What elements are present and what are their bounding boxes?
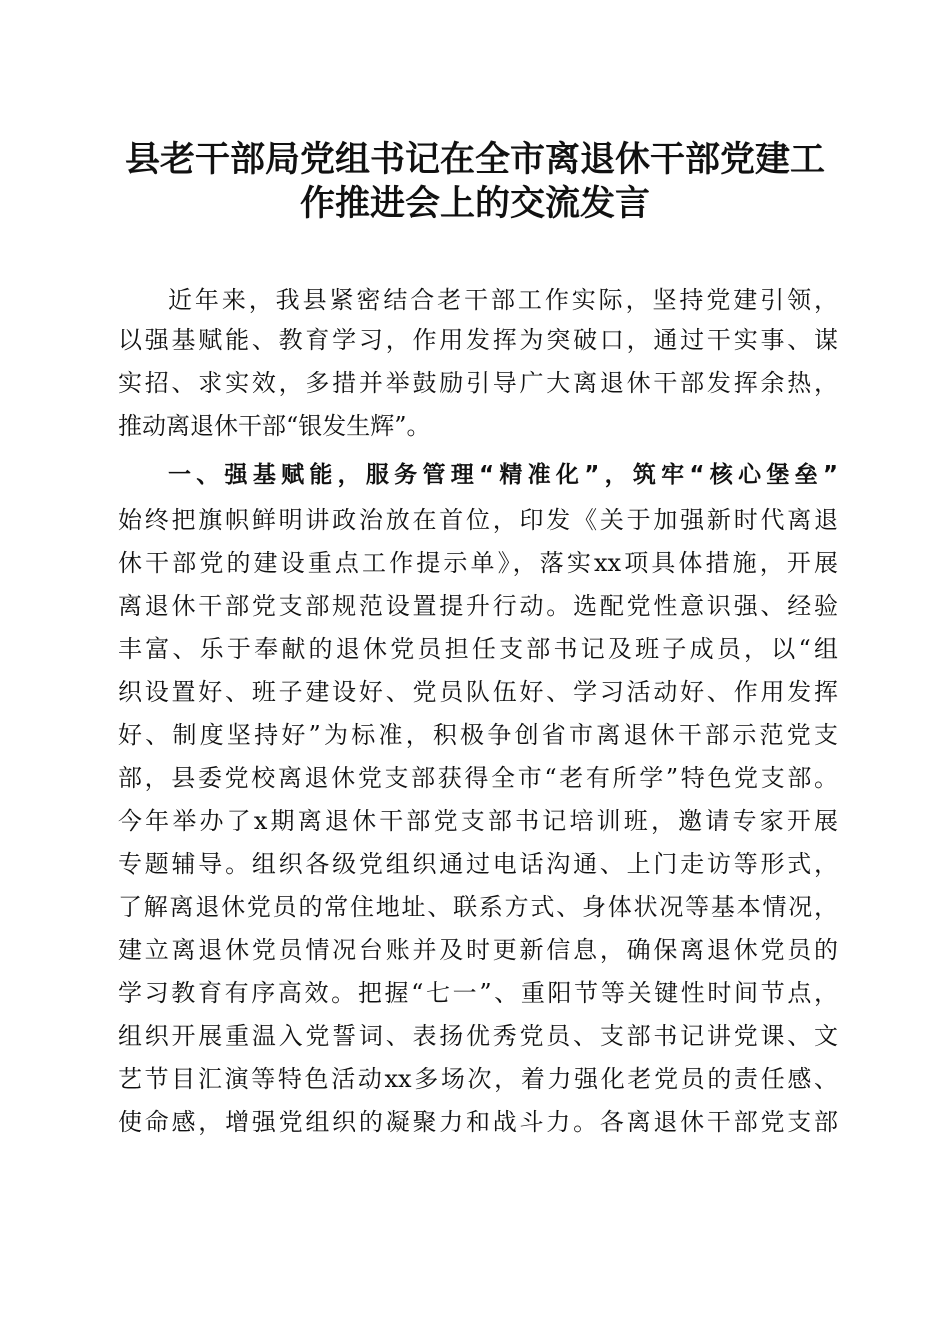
section-heading-1: 一、强基赋能，服务管理“精准化”，筑牢“核心堡垒” xyxy=(168,462,838,488)
body-line: 学习教育有序高效。把握“七一”、重阳节等关键性时间节点， xyxy=(118,979,838,1007)
body-line: 了解离退休党员的常住地址、联系方式、身体状况等基本情况， xyxy=(118,893,838,921)
body-line: 建立离退休党员情况台账并及时更新信息，确保离退休党员的 xyxy=(118,936,838,964)
body-line: 丰富、乐于奉献的退休党员担任支部书记及班子成员，以“组 xyxy=(118,635,838,663)
document-title-line-2: 作推进会上的交流发言 xyxy=(299,183,650,224)
body-line: 好、制度坚持好”为标准，积极争创省市离退休干部示范党支 xyxy=(118,721,838,749)
body-line: 组织开展重温入党誓词、表扬优秀党员、支部书记讲党课、文 xyxy=(118,1022,838,1050)
body-line: 休干部党的建设重点工作提示单》，落实xx项具体措施，开展 xyxy=(118,549,838,577)
intro-line: 近年来，我县紧密结合老干部工作实际，坚持党建引领， xyxy=(168,286,838,314)
body-line: 部，县委党校离退休党支部获得全市“老有所学”特色党支部。 xyxy=(118,764,838,792)
intro-line: 以强基赋能、教育学习，作用发挥为突破口，通过干实事、谋 xyxy=(118,326,838,354)
body-line: 离退休干部党支部规范设置提升行动。选配党性意识强、经验 xyxy=(118,592,838,620)
document-title-line-1: 县老干部局党组书记在全市离退休干部党建工 xyxy=(124,139,825,180)
body-line: 艺节目汇演等特色活动xx多场次，着力强化老党员的责任感、 xyxy=(118,1065,838,1093)
body-line: 使命感，增强党组织的凝聚力和战斗力。各离退休干部党支部 xyxy=(118,1108,838,1136)
intro-line: 推动离退休干部“银发生辉”。 xyxy=(118,412,431,440)
body-line: 织设置好、班子建设好、党员队伍好、学习活动好、作用发挥 xyxy=(118,678,838,706)
body-line: 今年举办了x期离退休干部党支部书记培训班，邀请专家开展 xyxy=(118,807,838,835)
body-line: 专题辅导。组织各级党组织通过电话沟通、上门走访等形式， xyxy=(118,850,838,878)
body-line: 始终把旗帜鲜明讲政治放在首位，印发《关于加强新时代离退 xyxy=(118,506,838,534)
intro-line: 实招、求实效，多措并举鼓励引导广大离退休干部发挥余热， xyxy=(118,369,838,397)
